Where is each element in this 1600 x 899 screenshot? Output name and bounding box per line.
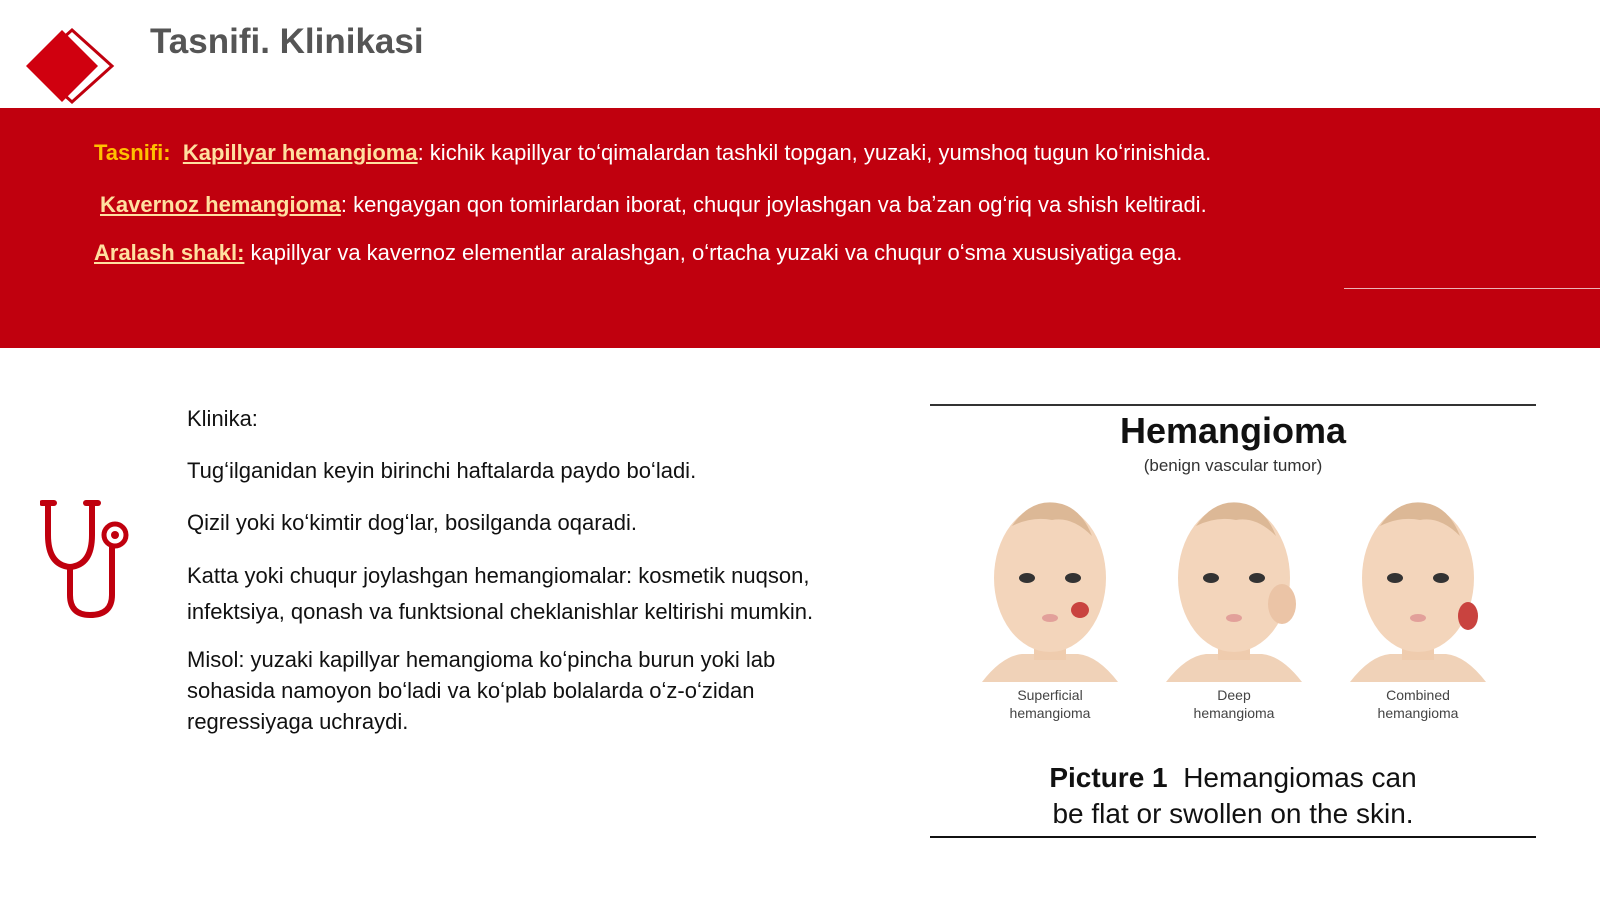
caption-line1: Hemangiomas can — [1183, 762, 1417, 793]
figure-top-rule — [930, 404, 1536, 406]
clinic-point-complications-1: Katta yoki chuqur joylashgan hemangiomalar: kosmetik nuqson, — [187, 563, 810, 588]
hemangioma-figure — [930, 404, 1536, 838]
clinic-point-complications-2: infektsiya, qonash va funktsional cheklanishlar keltirishi mumkin. — [187, 599, 814, 624]
caption-label: Picture 1 — [1049, 762, 1168, 793]
stethoscope-icon — [40, 495, 136, 625]
figure-subtitle: (benign vascular tumor) — [1143, 456, 1323, 475]
desc-capillary: : kichik kapillyar toʻqimalardan tashkil topgan, yuzaki, yumshoq tugun koʻrinishida. — [417, 140, 1212, 165]
figure-bottom-rule — [930, 836, 1536, 838]
term-capillary: Kapillyar hemangioma — [182, 140, 418, 165]
label-combined-line1: Combined — [1386, 687, 1450, 703]
label-superficial — [962, 686, 1138, 722]
caption-line2: be flat or swollen on the skin. — [1052, 798, 1414, 829]
clinic-point-color: Qizil yoki koʻkimtir dogʻlar, bosilganda oqaradi. — [187, 510, 637, 535]
page-title: Tasnifi. Klinikasi — [150, 22, 424, 61]
label-combined-line2: hemangioma — [1377, 705, 1459, 721]
term-mixed: Aralash shakl: — [94, 240, 245, 265]
clinic-heading: Klinika: — [187, 406, 258, 431]
label-deep-line1: Deep — [1217, 687, 1251, 703]
clinic-point-onset: Tugʻilganidan keyin birinchi haftalarda paydo boʻladi. — [187, 458, 697, 483]
desc-cavernous: : kengaygan qon tomirlardan iborat, chuqur joylashgan va baʼzan ogʻriq va shish keltiradi. — [340, 192, 1207, 217]
label-combined — [1330, 686, 1506, 722]
clinic-example-3: regressiyaga uchraydi. — [187, 709, 409, 734]
label-superficial-line1: Superficial — [1017, 687, 1083, 703]
term-cavernous: Kavernoz hemangioma — [100, 192, 341, 217]
figure-caption — [930, 760, 1536, 832]
baby-combined-illustration — [1330, 486, 1506, 686]
label-deep — [1146, 686, 1322, 722]
classification-label: Tasnifi: — [94, 140, 171, 165]
clinic-example-2: sohasida namoyon boʻladi va koʻplab bolalarda oʻz-oʻzidan — [187, 678, 755, 703]
label-superficial-line2: hemangioma — [1009, 705, 1091, 721]
label-deep-line2: hemangioma — [1193, 705, 1275, 721]
clinic-example-1: Misol: yuzaki kapillyar hemangioma koʻpincha burun yoki lab — [187, 647, 776, 672]
band-divider — [1344, 288, 1600, 289]
classification-item-mixed — [94, 240, 1182, 266]
classification-item-cavernous — [100, 192, 1207, 218]
classification-band — [0, 108, 1600, 348]
baby-deep-illustration — [1146, 486, 1322, 686]
diamond-logo-icon — [26, 26, 122, 106]
figure-title: Hemangioma — [1119, 410, 1347, 451]
desc-mixed: kapillyar va kavernoz elementlar aralashgan, oʻrtacha yuzaki va chuqur oʻsma xususiyatiga ega. — [244, 240, 1183, 265]
baby-superficial-illustration — [962, 486, 1138, 686]
classification-item-capillary — [94, 140, 1211, 166]
